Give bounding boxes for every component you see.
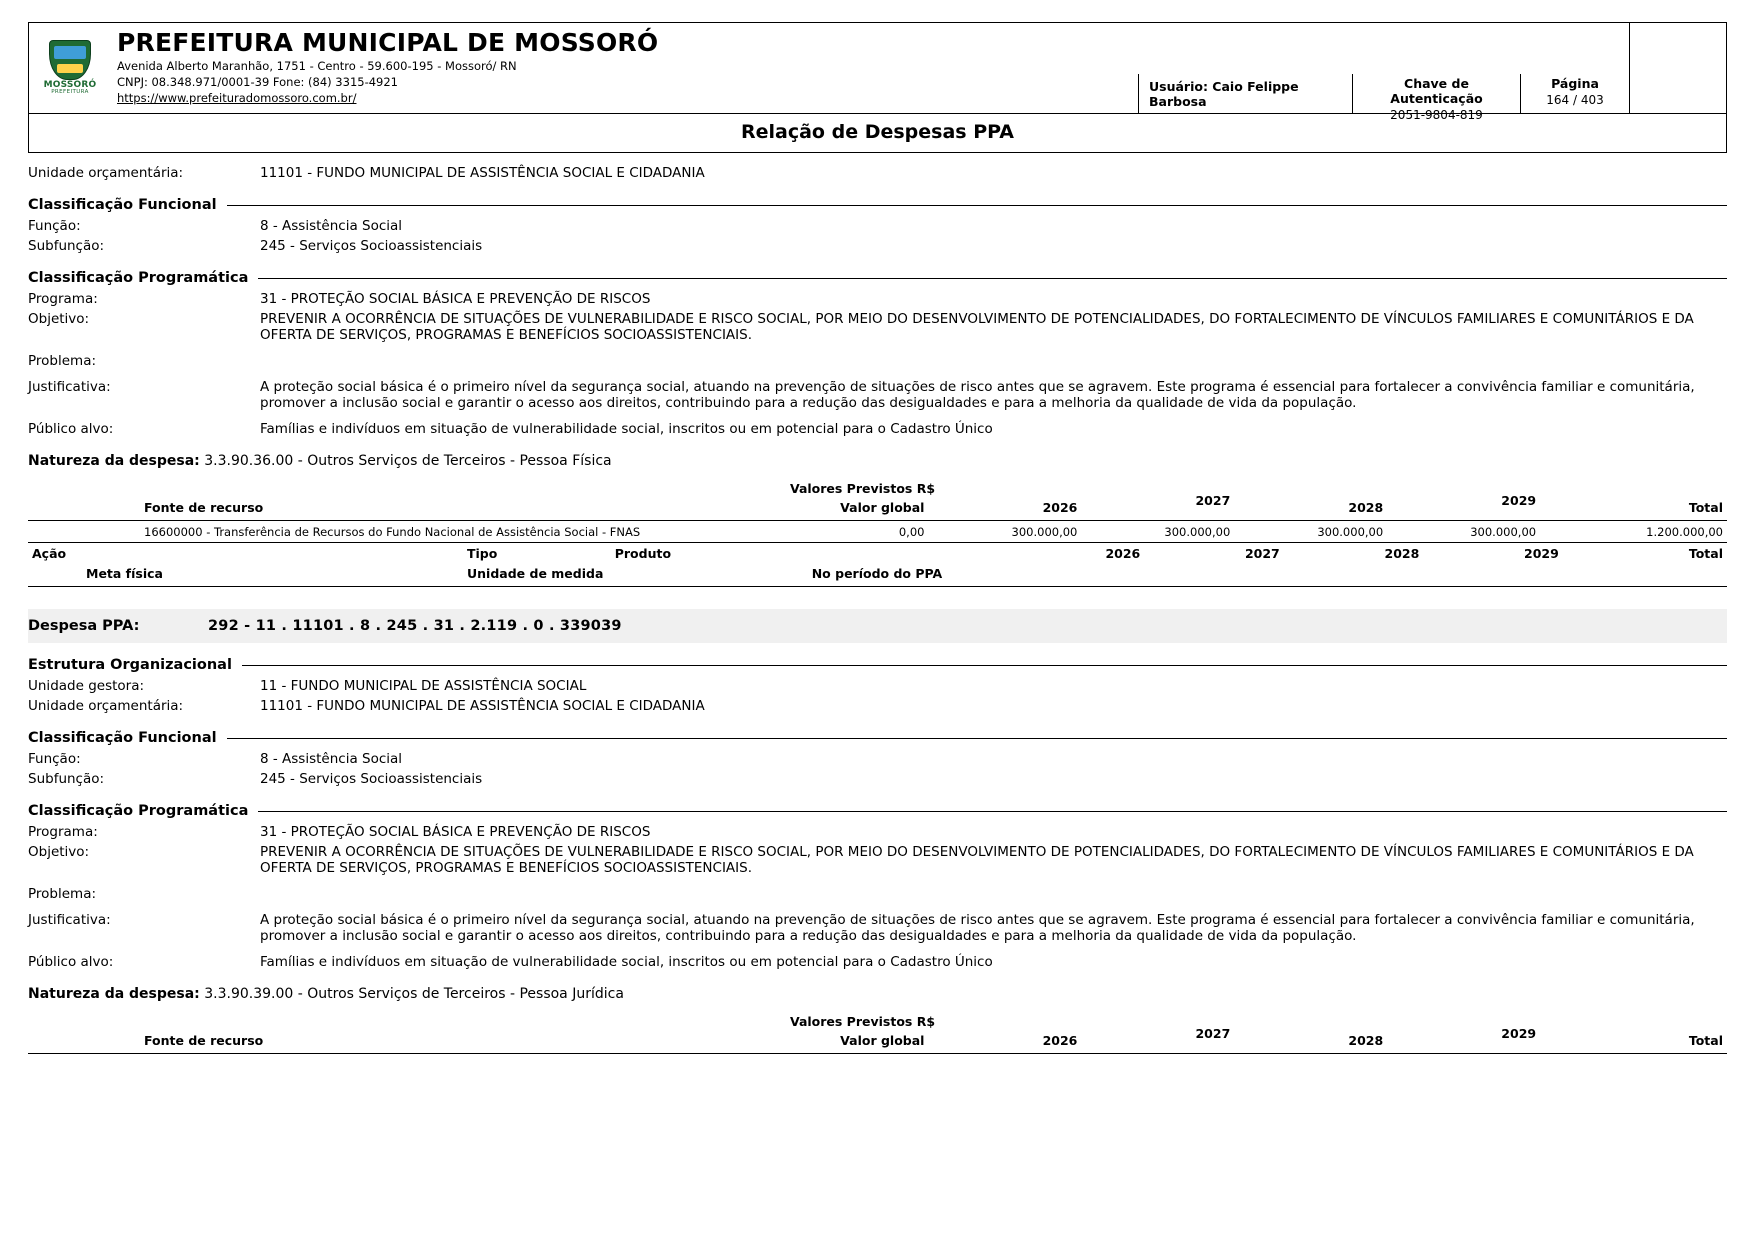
- block1-objetivo-label: Objetivo:: [28, 311, 90, 327]
- acao-col-blank-2027: [1144, 563, 1284, 587]
- heading-rule: [258, 811, 1727, 812]
- table1-values: [28, 493, 1727, 543]
- heading-rule: [227, 205, 1727, 206]
- block1-funcional-heading-text: Classificação Funcional: [28, 197, 217, 213]
- block2-publico-label: Público alvo:: [28, 954, 114, 970]
- table1-col-fonte: Fonte de recurso: [28, 498, 776, 521]
- table1-header-row: [28, 498, 1727, 521]
- acao-col-produto: Produto: [614, 546, 672, 561]
- block1-objetivo-value: PREVENIR A OCORRÊNCIA DE SITUAÇÕES DE VULNERABILIDADE E RISCO SOCIAL, POR MEIO DO DESENVOLVIMENTO DE POTENCIALIDADES, DO FORTALECIMENTO DE VÍNCULOS FAMILIARES E COMUNITÁRIOS E DA OFERTA DE SERVIÇOS, PROGRAMAS E BENEFÍCIOS SOCIOASSISTENCIAIS.: [260, 311, 1694, 343]
- block1-programa-value: 31 - PROTEÇÃO SOCIAL BÁSICA E PREVENÇÃO DE RISCOS: [260, 291, 651, 307]
- acao-col-blank-total: [1563, 563, 1727, 587]
- block2-unidade-orcamentaria-value: 11101 - FUNDO MUNICIPAL DE ASSISTÊNCIA SOCIAL E CIDADANIA: [260, 698, 705, 714]
- block1-subfuncao-row: [28, 236, 1727, 256]
- heading-rule: [242, 665, 1727, 666]
- table2-col-fonte: Fonte de recurso: [28, 1031, 776, 1054]
- despesa-ppa-value: 292 - 11 . 11101 . 8 . 245 . 31 . 2.119 . 0 . 339039: [208, 618, 622, 634]
- table1-col-valor-global: Valor global: [776, 498, 929, 521]
- block1-programatica-heading-text: Classificação Programática: [28, 270, 249, 286]
- table1-col-2027: 2027: [1081, 491, 1234, 514]
- block2-estrutura-heading: [28, 657, 1727, 673]
- block2-natureza-value: 3.3.90.39.00 - Outros Serviços de Terceiros - Pessoa Jurídica: [204, 986, 624, 1002]
- block1-justificativa-value: A proteção social básica é o primeiro nível da segurança social, atuando na prevenção de situações de risco antes que se agravem. Este programa é essencial para fortalecer a convivência familiar e comunitária, promover a inclusão social e garantir o acesso aos direitos, contribuindo para a redução das desigualdades e para a melhoria da qualidade de vida da população.: [260, 379, 1695, 411]
- block1-objetivo-row: [28, 309, 1727, 345]
- table1-cell-valor-global: 0,00: [776, 521, 929, 543]
- acao-col-blank-2029: [1423, 563, 1563, 587]
- block2-natureza-row: [28, 986, 1727, 1002]
- block2-natureza-label: Natureza da despesa:: [28, 986, 200, 1002]
- block2-problema-label: Problema:: [28, 886, 97, 902]
- acao-col-2027: 2027: [1244, 546, 1280, 561]
- auth-key-box: [1353, 74, 1521, 122]
- user-label: Usuário: Caio Felippe Barbosa: [1139, 74, 1353, 113]
- block2-funcao-value: 8 - Assistência Social: [260, 751, 403, 767]
- block2-funcional-heading: [28, 730, 1727, 746]
- block2-programatica-heading-text: Classificação Programática: [28, 803, 249, 819]
- block2-programa-row: [28, 822, 1727, 842]
- coat-of-arms-icon: [49, 40, 91, 80]
- table1-cell-2027: 300.000,00: [1081, 521, 1234, 543]
- block1-justificativa-label: Justificativa:: [28, 379, 111, 395]
- block2-funcao-label: Função:: [28, 751, 81, 767]
- acao-col-unidade-medida: Unidade de medida: [463, 563, 808, 587]
- table1-valores-title: Valores Previstos R$: [789, 481, 936, 496]
- acao-col-blank-2028: [1284, 563, 1424, 587]
- table1-col-2026: 2026: [928, 498, 1081, 521]
- organization-title: PREFEITURA MUNICIPAL DE MOSSORÓ: [117, 28, 659, 57]
- block2-justificativa-value: A proteção social básica é o primeiro nível da segurança social, atuando na prevenção de situações de risco antes que se agravem. Este programa é essencial para fortalecer a convivência familiar e comunitária, promover a inclusão social e garantir o acesso aos direitos, contribuindo para a redução das desigualdades e para a melhoria da qualidade de vida da população.: [260, 912, 1695, 944]
- acao-col-total: Total: [1688, 546, 1723, 561]
- table1-col-2028: 2028: [1234, 498, 1387, 521]
- table1-cell-2028: 300.000,00: [1234, 521, 1387, 543]
- block1-funcional-heading: [28, 197, 1727, 213]
- despesa-ppa-label: Despesa PPA:: [28, 618, 140, 634]
- logo-subtitle: PREFEITURA: [51, 89, 89, 96]
- block1-publico-value: Famílias e indivíduos em situação de vulnerabilidade social, inscritos ou em potencial para o Cadastro Único: [260, 421, 993, 437]
- acao-col-tipo: Tipo: [467, 546, 498, 561]
- block2-programa-value: 31 - PROTEÇÃO SOCIAL BÁSICA E PREVENÇÃO DE RISCOS: [260, 824, 651, 840]
- block1-justificativa-row: [28, 377, 1727, 413]
- heading-rule: [258, 278, 1727, 279]
- block2-unidade-orcamentaria-row: [28, 696, 1727, 716]
- block2-programatica-heading: [28, 803, 1727, 819]
- acao-col-periodo-ppa: No período do PPA: [808, 563, 1005, 587]
- table1-cell-2029: 300.000,00: [1387, 521, 1540, 543]
- acao-col-blank-2026: [1005, 563, 1145, 587]
- block1-funcao-value: 8 - Assistência Social: [260, 218, 403, 234]
- block2-funcional-heading-text: Classificação Funcional: [28, 730, 217, 746]
- block2-problema-row: [28, 884, 1727, 904]
- block1-natureza-value: 3.3.90.36.00 - Outros Serviços de Terceiros - Pessoa Física: [204, 453, 612, 469]
- block1-problema-label: Problema:: [28, 353, 97, 369]
- block1-problema-row: [28, 351, 1727, 371]
- organization-address: Avenida Alberto Maranhão, 1751 - Centro - 59.600-195 - Mossoró/ RN: [117, 58, 517, 73]
- heading-rule: [227, 738, 1727, 739]
- table2-col-2027: 2027: [1081, 1024, 1234, 1047]
- block2-funcao-row: [28, 749, 1727, 769]
- report-title: Relação de Despesas PPA: [28, 114, 1727, 153]
- acao-col-2026: 2026: [1105, 546, 1141, 561]
- block1-natureza-label: Natureza da despesa:: [28, 453, 200, 469]
- header-spacer-cell: [1629, 23, 1726, 113]
- table1-col-2029: 2029: [1387, 491, 1540, 514]
- page-label: Página: [1551, 76, 1599, 91]
- table2-values: [28, 1026, 1727, 1054]
- logo-cell: [29, 23, 111, 113]
- block2-justificativa-row: [28, 910, 1727, 946]
- block2-publico-value: Famílias e indivíduos em situação de vulnerabilidade social, inscritos ou em potencial para o Cadastro Único: [260, 954, 993, 970]
- table1-cell-total: 1.200.000,00: [1540, 521, 1727, 543]
- block1-funcao-label: Função:: [28, 218, 81, 234]
- block2-unidade-gestora-row: [28, 676, 1727, 696]
- auth-key-label: Chave de Autenticação: [1390, 76, 1483, 106]
- acao-col-meta-fisica: Meta física: [28, 563, 463, 587]
- acao-col-blank: [808, 543, 1005, 563]
- page-value: 164 / 403: [1546, 93, 1604, 107]
- page-box: [1521, 74, 1629, 113]
- prefeitura-logo: [36, 40, 104, 96]
- acao-col-2028: 2028: [1384, 546, 1420, 561]
- block2-unidade-gestora-value: 11 - FUNDO MUNICIPAL DE ASSISTÊNCIA SOCIAL: [260, 678, 587, 694]
- table2-header-row: [28, 1031, 1727, 1054]
- block1-programa-row: [28, 289, 1727, 309]
- block1-programatica-heading: [28, 270, 1727, 286]
- top-unidade-orcamentaria-label: Unidade orçamentária:: [28, 165, 184, 181]
- table2-col-2029: 2029: [1387, 1024, 1540, 1047]
- despesa-ppa-bar: [28, 609, 1727, 643]
- block2-objetivo-value: PREVENIR A OCORRÊNCIA DE SITUAÇÕES DE VULNERABILIDADE E RISCO SOCIAL, POR MEIO DO DESENVOLVIMENTO DE POTENCIALIDADES, DO FORTALECIMENTO DE VÍNCULOS FAMILIARES E COMUNITÁRIOS E DA OFERTA DE SERVIÇOS, PROGRAMAS E BENEFÍCIOS SOCIOASSISTENCIAIS.: [260, 844, 1694, 876]
- logo-name: MOSSORÓ: [43, 79, 97, 90]
- block2-subfuncao-row: [28, 769, 1727, 789]
- block2-subfuncao-value: 245 - Serviços Socioassistenciais: [260, 771, 483, 787]
- table1-col-total: Total: [1540, 498, 1727, 521]
- block2-objetivo-row: [28, 842, 1727, 878]
- block2-unidade-orcamentaria-label: Unidade orçamentária:: [28, 698, 184, 714]
- block1-publico-row: [28, 419, 1727, 439]
- table1-acao-header-row-2: [28, 563, 1727, 587]
- top-unidade-orcamentaria-value: 11101 - FUNDO MUNICIPAL DE ASSISTÊNCIA SOCIAL E CIDADANIA: [260, 165, 705, 181]
- table2-col-valor-global: Valor global: [776, 1031, 929, 1054]
- block1-publico-label: Público alvo:: [28, 421, 114, 437]
- acao-col-acao: Ação: [32, 546, 67, 561]
- organization-block: [111, 23, 1138, 113]
- block1-funcao-row: [28, 216, 1727, 236]
- organization-cnpj: CNPJ: 08.348.971/0001-39 Fone: (84) 3315-4921: [117, 75, 398, 90]
- block2-publico-row: [28, 952, 1727, 972]
- block2-justificativa-label: Justificativa:: [28, 912, 111, 928]
- auth-key-value: 2051-9804-819: [1390, 108, 1483, 122]
- acao-col-2029: 2029: [1524, 546, 1559, 561]
- block1-natureza-row: [28, 453, 1727, 469]
- block1-programa-label: Programa:: [28, 291, 98, 307]
- table2-valores-title: Valores Previstos R$: [789, 1014, 936, 1029]
- block2-unidade-gestora-label: Unidade gestora:: [28, 678, 145, 694]
- block2-objetivo-label: Objetivo:: [28, 844, 90, 860]
- table1-acao-header-row-1: [28, 543, 1727, 563]
- block2-estrutura-heading-text: Estrutura Organizacional: [28, 657, 232, 673]
- block2-programa-label: Programa:: [28, 824, 98, 840]
- block2-subfuncao-label: Subfunção:: [28, 771, 105, 787]
- table1-acao: [28, 543, 1727, 587]
- block1-subfuncao-label: Subfunção:: [28, 238, 105, 254]
- table1-cell-fonte: 16600000 - Transferência de Recursos do Fundo Nacional de Assistência Social - FNAS: [28, 521, 776, 543]
- header-meta: [1138, 74, 1629, 122]
- table2-col-2028: 2028: [1234, 1031, 1387, 1054]
- block1-subfuncao-value: 245 - Serviços Socioassistenciais: [260, 238, 483, 254]
- table2-col-2026: 2026: [928, 1031, 1081, 1054]
- top-unidade-orcamentaria-row: [28, 163, 1727, 183]
- document-header: [28, 22, 1727, 122]
- organization-website-link[interactable]: https://www.prefeituradomossoro.com.br/: [117, 91, 357, 106]
- table-row: [28, 521, 1727, 543]
- table1-cell-2026: 300.000,00: [928, 521, 1081, 543]
- table2-col-total: Total: [1540, 1031, 1727, 1054]
